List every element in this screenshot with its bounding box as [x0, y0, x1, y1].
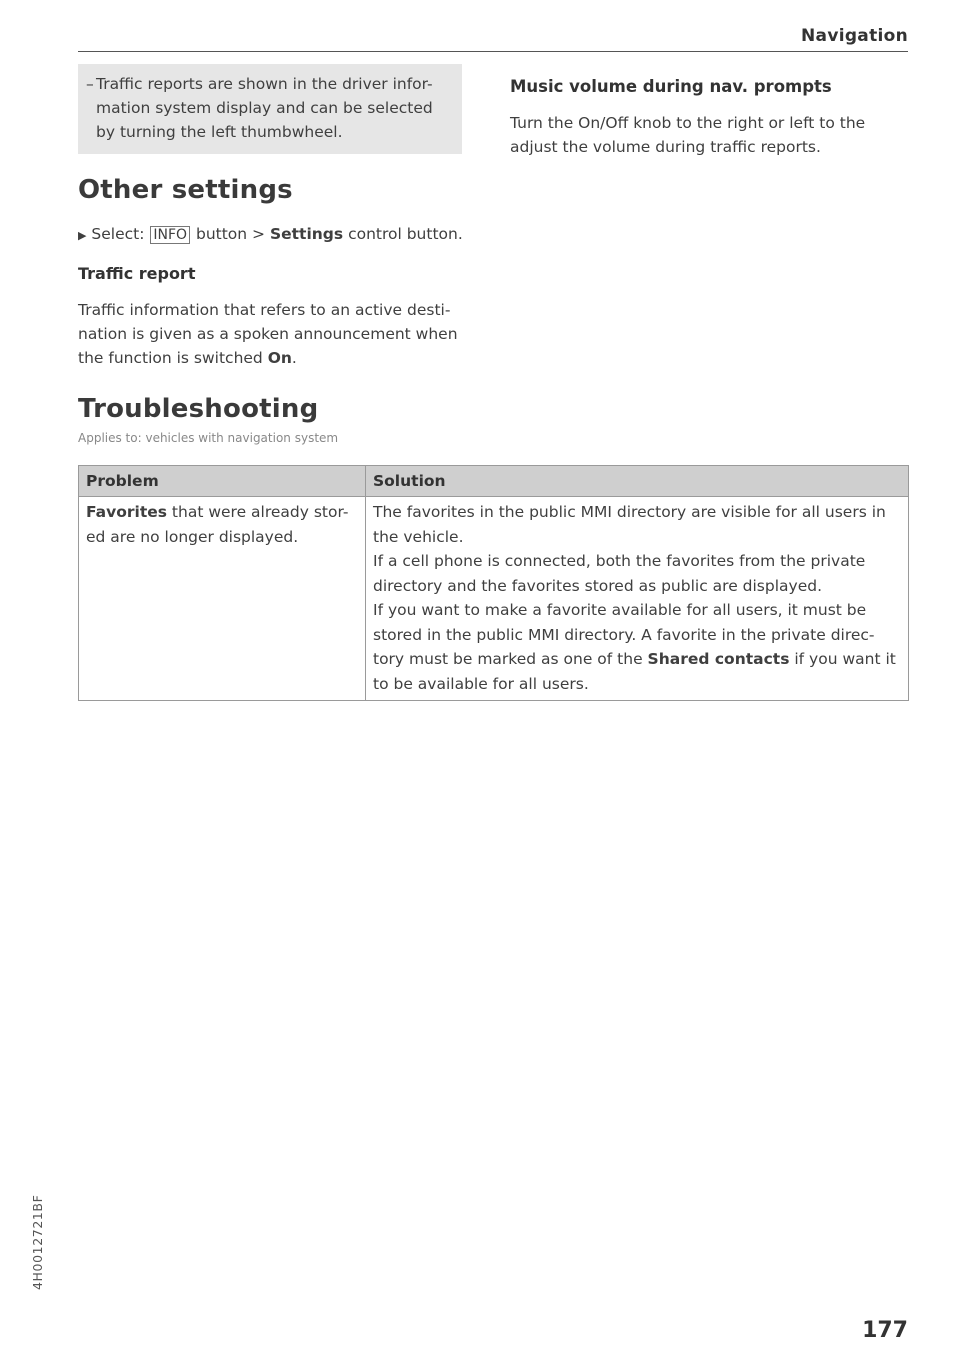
note-line-2: mation system display and can be selected	[96, 99, 433, 117]
traffic-report-text	[78, 298, 458, 370]
solution-column-header: Solution	[366, 466, 909, 497]
note-line-1: Traffic reports are shown in the driver infor-	[96, 75, 433, 93]
shared-contacts-label: Shared contacts	[647, 650, 790, 668]
triangle-bullet-icon: ▶	[78, 229, 87, 242]
page-number: 177	[862, 1318, 908, 1343]
running-head: Navigation	[801, 26, 908, 46]
table-header-row	[79, 466, 909, 497]
other-settings-heading: Other settings	[78, 175, 293, 205]
table-row	[79, 497, 909, 701]
settings-label: Settings	[269, 225, 344, 243]
note-text	[96, 72, 450, 144]
music-volume-text	[510, 111, 865, 159]
select-suffix: control button.	[343, 225, 463, 243]
traffic-report-heading: Traffic report	[78, 264, 196, 283]
applies-note: Applies to: vehicles with navigation system	[78, 431, 339, 445]
select-instruction	[78, 222, 463, 248]
traffic-line-3: the function is switched On.	[78, 349, 297, 367]
note-bullet: –	[86, 75, 94, 93]
music-volume-heading: Music volume during nav. prompts	[510, 77, 832, 96]
problem-cell: Favorites that were already stor- ed are no longer displayed.	[79, 497, 366, 701]
solution-cell: The favorites in the public MMI directory are visible for all users in the vehicle. If a cell phone is connected, both the favorites from the private directory and the favorites stored as public are displayed. If you want to make a favorite available for all users, it must be stored in the public MMI directory. A favorite in the private direc- tory must be marked as one of the Shared contacts if you want it to be available for all users.	[366, 497, 909, 701]
note-box	[78, 64, 462, 154]
info-key: INFO	[150, 226, 190, 244]
problem-column-header: Problem	[79, 466, 366, 497]
favorites-label: Favorites	[86, 503, 167, 521]
header-rule	[78, 51, 908, 52]
troubleshooting-table	[78, 465, 909, 701]
troubleshooting-heading: Troubleshooting	[78, 394, 319, 424]
document-code: 4H0012721BF	[30, 1194, 45, 1290]
music-line-2: adjust the volume during traffic reports.	[510, 138, 821, 156]
button-mid: button >	[191, 225, 270, 243]
traffic-line-2: nation is given as a spoken announcement when	[78, 325, 458, 343]
select-prefix: Select:	[91, 225, 150, 243]
note-line-3: by turning the left thumbwheel.	[96, 123, 343, 141]
traffic-line-1: Traffic information that refers to an active desti-	[78, 301, 451, 319]
music-line-1: Turn the On/Off knob to the right or left to the	[510, 114, 866, 132]
on-label: On	[267, 349, 292, 367]
